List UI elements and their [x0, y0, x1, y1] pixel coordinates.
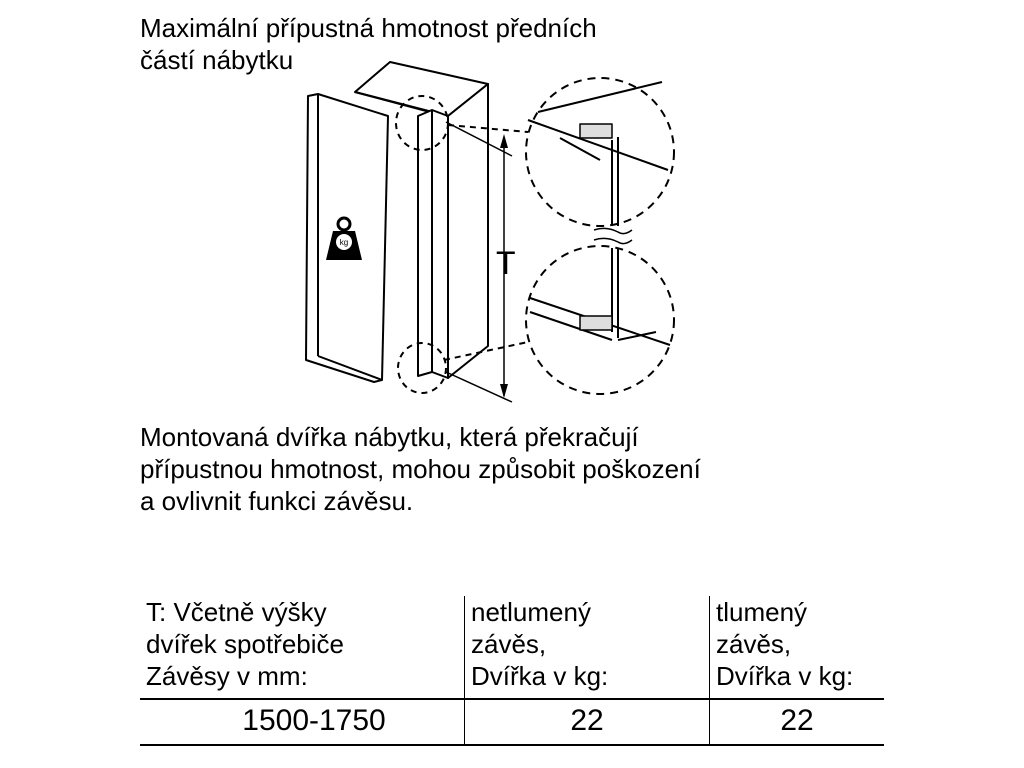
- cell-height-range: 1500-1750: [140, 699, 465, 745]
- warning-line-3: a ovlivnit funkci závěsu.: [140, 486, 414, 516]
- cell-undamped-weight: 22: [465, 699, 710, 745]
- weight-label: kg: [339, 238, 349, 247]
- height-marker-label: T: [496, 245, 516, 281]
- header-damped-hinge: tlumený závěs, Dvířka v kg:: [710, 596, 885, 699]
- warning-line-1: Montovaná dvířka nábytku, která překračují: [140, 422, 639, 452]
- top-hinge-detail: [526, 78, 674, 226]
- appliance-door: [418, 110, 448, 378]
- table-header-row: [140, 596, 884, 699]
- table-row: [140, 699, 884, 745]
- header-undamped-hinge: netlumený závěs, Dvířka v kg:: [465, 596, 710, 699]
- warning-line-2: přípustnou hmotnost, mohou způsobit poškození: [140, 454, 701, 484]
- title-line-2: částí nábytku: [140, 45, 294, 75]
- weight-spec-table: [140, 596, 884, 746]
- break-marks: [594, 228, 632, 243]
- cell-damped-weight: 22: [710, 699, 885, 745]
- header-height-range: T: Včetně výšky dvířek spotřebiče Závěsy v mm:: [146, 597, 344, 691]
- installation-diagram: [290, 60, 710, 420]
- bottom-hinge-detail: [526, 246, 674, 394]
- warning-text: [140, 421, 701, 517]
- title-line-1: Maximální přípustná hmotnost předních: [140, 13, 597, 43]
